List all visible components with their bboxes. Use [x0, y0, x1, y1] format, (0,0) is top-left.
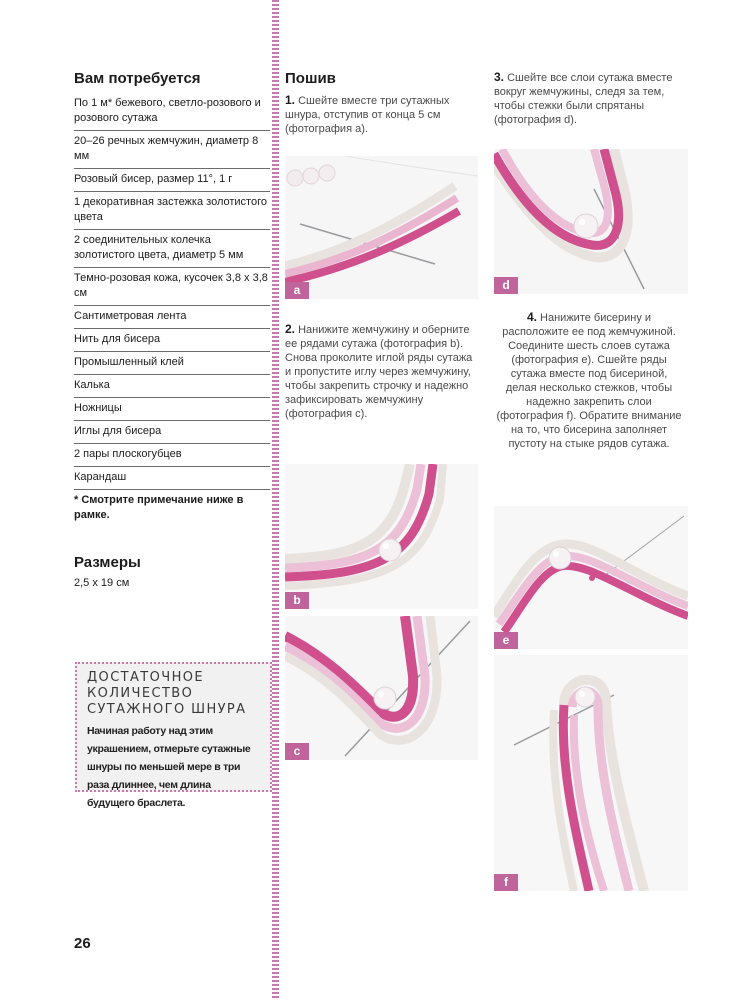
list-item: Карандаш	[74, 467, 270, 490]
sizes-title: Размеры	[74, 554, 141, 571]
list-item: 2 пары плоскогубцев	[74, 444, 270, 467]
step-text: Нанижите жемчужину и оберните ее рядами сутажа (фотография b). Снова проколите иглой ряды сутажа и пропустите иглу через жемчужину, чтобы закрепить строчку и надежно зафиксировать жемчужину (фотография c).	[285, 324, 473, 420]
photo-label: b	[285, 592, 309, 609]
step-text: Сшейте вместе три сутажных шнура, отступив от конца 5 см (фотография а).	[285, 95, 450, 135]
footnote: * Смотрите примечание ниже в рамке.	[74, 494, 244, 521]
column-divider	[272, 0, 279, 1000]
note-box	[75, 662, 272, 809]
step-3	[494, 70, 684, 127]
materials-list	[74, 93, 270, 527]
photo-e-image	[494, 506, 688, 649]
page-number: 26	[74, 935, 91, 952]
step-number: 1.	[285, 93, 296, 107]
step-text: Сшейте все слои сутажа вместе вокруг жемчужины, следя за тем, чтобы стежки были спрятаны (фотография d).	[494, 72, 673, 126]
list-item: Темно-розовая кожа, кусочек 3,8 х 3,8 см	[74, 268, 270, 306]
photo-label: a	[285, 282, 309, 299]
photo-a-image	[285, 156, 478, 299]
note-title: ДОСТАТОЧНОЕ КОЛИЧЕСТВО СУТАЖНОГО ШНУРА	[87, 670, 247, 717]
photo-c-image	[285, 616, 478, 760]
list-item: 2 соединительных колечка золотистого цвета, диаметр 5 мм	[74, 230, 270, 268]
list-item: Розовый бисер, размер 11°, 1 г	[74, 169, 270, 192]
photo-d-image	[494, 149, 688, 294]
step-text: Нанижите бисерину и расположите ее под жемчужиной. Соедините шесть слоев сутажа (фотография e). Сшейте ряды сутажа вместе под бисериной, делая несколько стежков, чтобы надежно закрепить слои (фотография f). Обратите внимание на то, что бисерина заполняет пустоту на стыке рядов сутажа.	[496, 312, 682, 450]
photo-f	[494, 655, 688, 891]
photo-b-image	[285, 464, 478, 609]
step-2	[285, 322, 475, 421]
step-number: 4.	[526, 310, 537, 324]
list-item: Иглы для бисера	[74, 421, 270, 444]
photo-label: e	[494, 632, 518, 649]
list-item: По 1 м* бежевого, светло-розового и розового сутажа	[74, 93, 270, 131]
list-item: Нить для бисера	[74, 329, 270, 352]
photo-label: c	[285, 743, 309, 760]
photo-c	[285, 616, 478, 760]
list-item: Сантиметровая лента	[74, 306, 270, 329]
photo-a	[285, 156, 478, 299]
list-item: Промышленный клей	[74, 352, 270, 375]
photo-f-image	[494, 655, 688, 891]
list-item: Калька	[74, 375, 270, 398]
step-4	[494, 310, 684, 451]
photo-b	[285, 464, 478, 609]
photo-label: f	[494, 874, 518, 891]
list-item: 1 декоративная застежка золотистого цвета	[74, 192, 270, 230]
photo-label: d	[494, 277, 518, 294]
sizes-value: 2,5 х 19 см	[74, 577, 130, 589]
step-number: 2.	[285, 322, 296, 336]
list-item: Ножницы	[74, 398, 270, 421]
step-number: 3.	[494, 70, 505, 84]
step-1	[285, 93, 475, 136]
sewing-title: Пошив	[285, 70, 336, 87]
photo-e	[494, 506, 688, 649]
photo-d	[494, 149, 688, 294]
materials-title: Вам потребуется	[74, 70, 201, 87]
list-item: 20–26 речных жемчужин, диаметр 8 мм	[74, 131, 270, 169]
note-body: Начиная работу над этим украшением, отмерьте сутажные шнуры по меньшей мере в три раза длиннее, чем длина будущего браслета.	[87, 725, 251, 809]
